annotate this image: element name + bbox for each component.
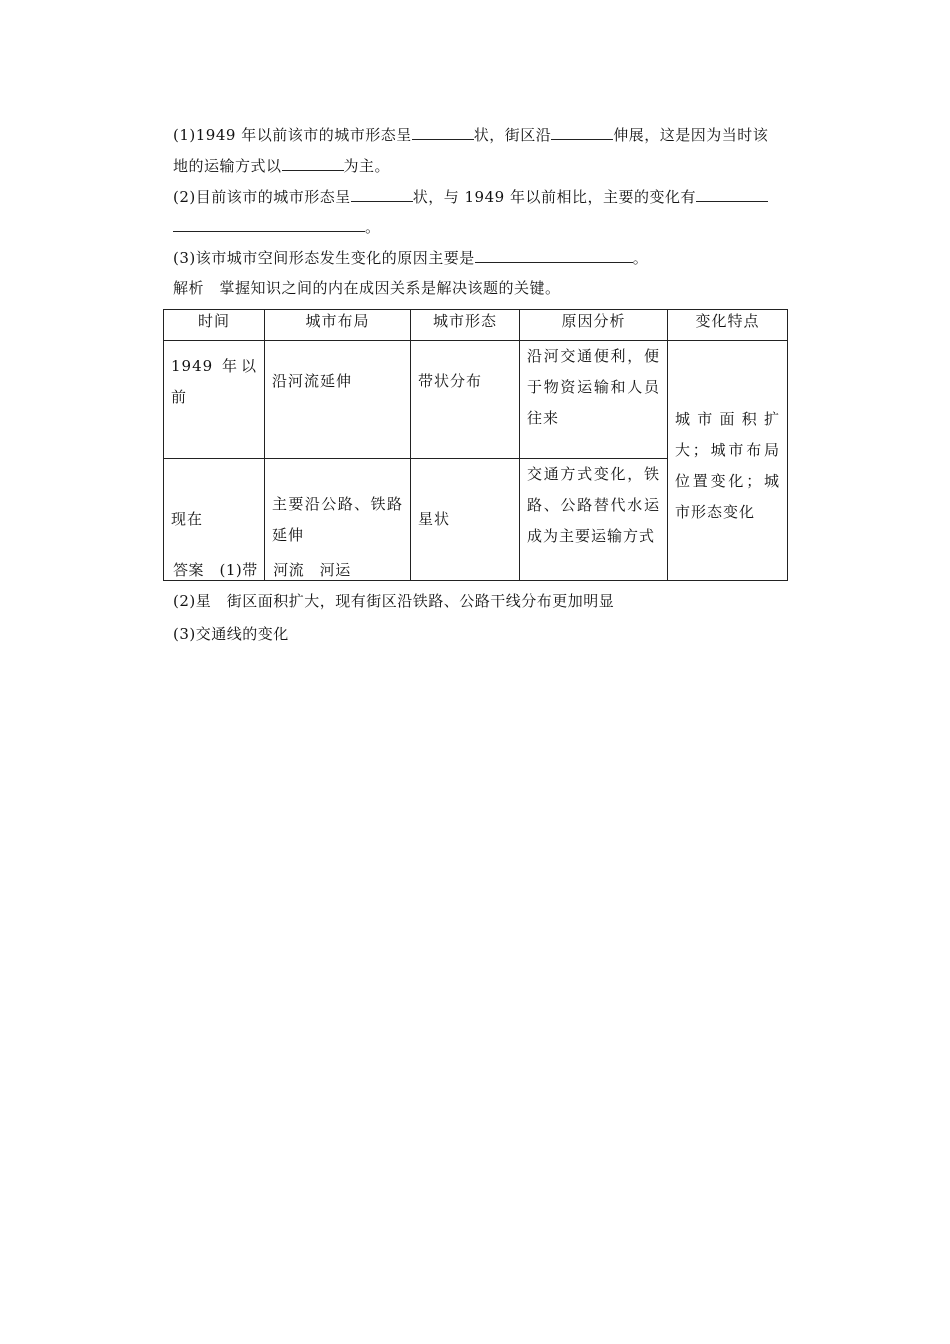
question-3-line (173, 247, 648, 268)
q3-blank-reason[interactable] (475, 247, 633, 263)
q1-text-d: 地的运输方式以 (173, 157, 282, 175)
cell-time: 1949 年以前 (164, 341, 265, 459)
analysis-line (173, 278, 561, 298)
q2-text-b: 状，与 1949 年以前相比，主要的变化有 (412, 188, 696, 206)
cell-reason: 交通方式变化，铁路、公路替代水运成为主要运输方式 (520, 459, 668, 581)
header-layout: 城市布局 (265, 310, 411, 341)
q1-text-c: 伸展，这是因为当时该 (613, 126, 769, 144)
q2-text-a: (2)目前该市的城市形态呈 (173, 188, 351, 206)
q2-blank-change-part1[interactable] (696, 186, 768, 202)
cell-form: 星状 (411, 459, 520, 581)
header-form: 城市形态 (411, 310, 520, 341)
table-header-row (164, 310, 788, 341)
cell-layout: 沿河流延伸 (265, 341, 411, 459)
answer-2: (2)星 街区面积扩大，现有街区沿铁路、公路干线分布更加明显 (173, 592, 615, 610)
q2-blank-change-part2[interactable] (173, 216, 365, 232)
analysis-text: 掌握知识之间的内在成因关系是解决该题的关键。 (219, 279, 561, 297)
q2-text-end: 。 (365, 218, 381, 236)
q3-text-end: 。 (632, 249, 649, 267)
answer-label: 答案 (173, 561, 205, 579)
table-row (164, 341, 788, 459)
answer-1: (1)带 河流 河运 (219, 561, 351, 579)
cell-time: 现在 (164, 459, 265, 581)
header-reason: 原因分析 (520, 310, 668, 341)
cell-change: 城市面积扩大；城市布局位置变化；城市形态变化 (668, 341, 788, 581)
q3-text: (3)该市城市空间形态发生变化的原因主要是 (173, 249, 475, 267)
q1-blank-direction[interactable] (551, 124, 613, 140)
question-2-line-2 (173, 216, 381, 237)
q1-blank-transport[interactable] (282, 155, 344, 171)
question-2-line-1 (173, 186, 768, 207)
analysis-label: 解析 (173, 279, 205, 297)
answer-line-1 (173, 560, 351, 580)
q1-text-b: 状，街区沿 (473, 126, 552, 144)
header-time: 时间 (164, 310, 265, 341)
cell-form: 带状分布 (411, 341, 520, 459)
q1-blank-form[interactable] (412, 124, 474, 140)
q1-text-e: 为主。 (343, 157, 391, 175)
cell-layout: 主要沿公路、铁路延伸 (265, 459, 411, 581)
answer-line-2 (173, 591, 614, 611)
q1-text-a: (1)1949 年以前该市的城市形态呈 (173, 126, 412, 144)
answer-line-3 (173, 624, 289, 644)
q2-blank-form[interactable] (351, 186, 413, 202)
answer-3: (3)交通线的变化 (173, 625, 289, 643)
cell-reason: 沿河交通便利，便于物资运输和人员往来 (520, 341, 668, 459)
header-change: 变化特点 (668, 310, 788, 341)
question-1-line-1 (173, 124, 768, 145)
question-1-line-2 (173, 155, 390, 176)
analysis-table (163, 309, 788, 581)
